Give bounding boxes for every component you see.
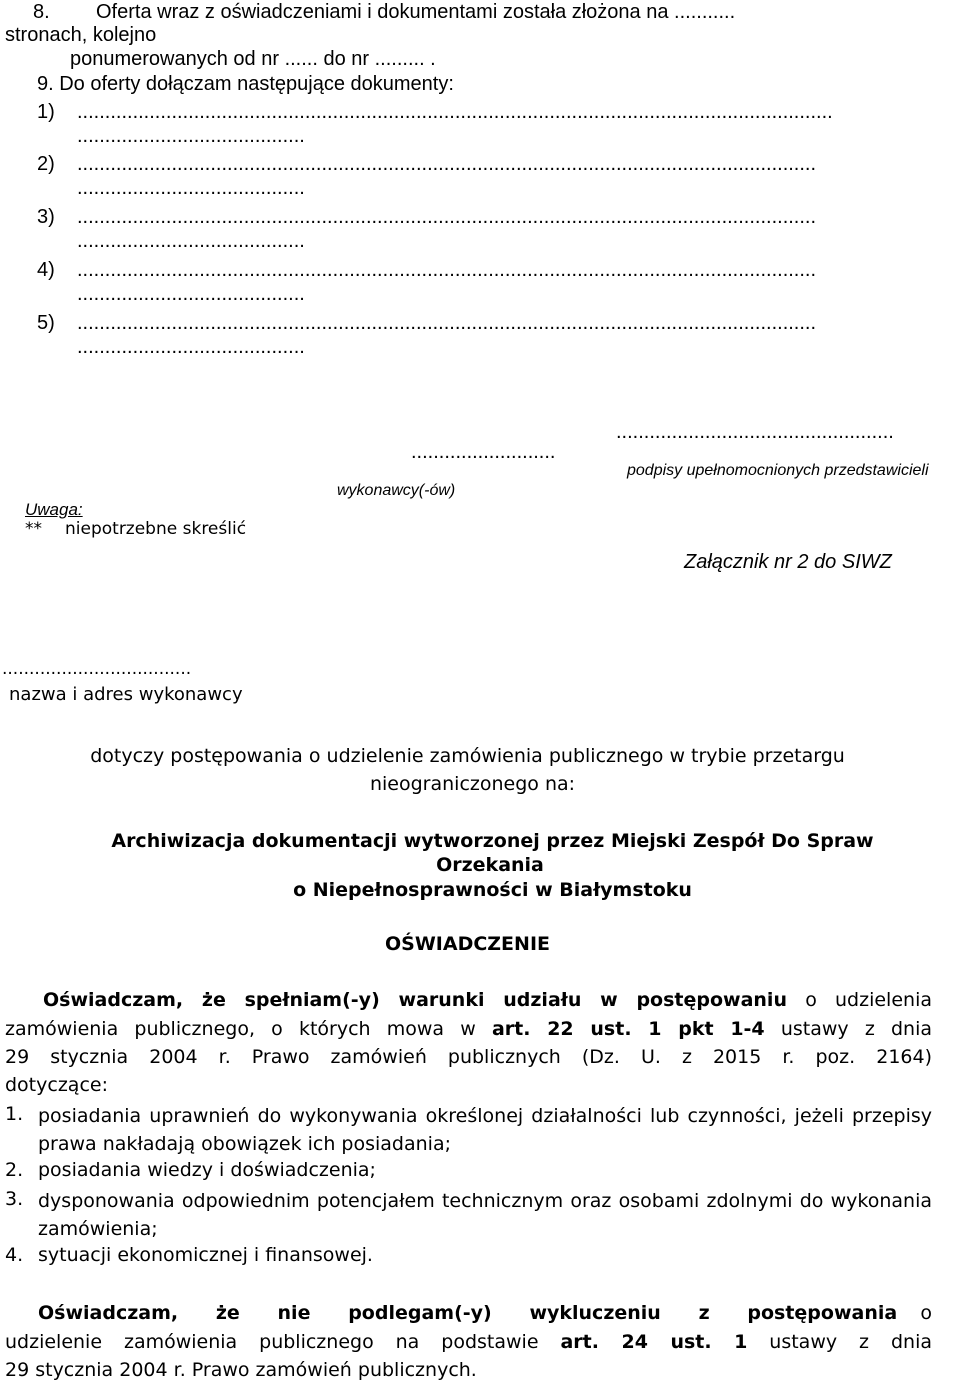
condition-2-text: posiadania wiedzy i doświadczenia; [38,1159,376,1181]
statement-heading: OŚWIADCZENIE [385,933,550,955]
document-5-number: 5) [37,312,55,334]
attachment-label: Załącznik nr 2 do SIWZ [684,551,892,573]
statement-1-line3: 29 stycznia 2004 r. Prawo zamówień publicznych (Dz. U. z 2015 r. poz. 2164) [5,1046,932,1068]
contractor-label: nazwa i adres wykonawcy [9,684,243,705]
signature-label-middle: wykonawcy(-ów) [337,482,456,499]
item-8-text-line2: ponumerowanych od nr ...... do nr ......... . [70,48,436,70]
item-9-text: 9. Do oferty dołączam następujące dokumenty: [37,73,454,95]
statement-2-line1 [38,1301,932,1325]
document-3-number: 3) [37,206,55,228]
note-marker: ** [25,519,42,539]
statement-2-line1-rest: o [920,1302,932,1324]
statement-2-line3: 29 stycznia 2004 r. Prawo zamówień publicznych. [5,1359,477,1381]
statement-1-line2-a: zamówienia publicznego, o których mowa w [5,1018,476,1040]
condition-1-number: 1. [5,1103,24,1125]
document-5-line2: ......................................... [77,336,305,358]
document-4-number: 4) [37,259,55,281]
document-4-line2: ......................................... [77,283,305,305]
statement-2-line2-a: udzielenie zamówienia publicznego na podstawie [5,1331,539,1353]
subject-line2: Orzekania [436,854,544,876]
document-5-line1: ..................................................................................................................................... [77,312,817,334]
statement-2-line2-b: ustawy z dnia [769,1331,932,1353]
condition-2-number: 2. [5,1159,24,1181]
item-8-text-line1-end: stronach, kolejno [5,24,157,46]
note-text: niepotrzebne skreślić [65,519,247,539]
signature-dots-right: .................................................. [616,421,894,443]
condition-1-text: posiadania uprawnień do wykonywania określonej działalności lub czynności, jeżeli przepisy prawa nakładają obowiązek ich posiadania; [38,1105,932,1155]
document-1-line1: ........................................................................................................................................ [77,101,833,123]
item-8-number: 8. [33,1,50,23]
document-1-number: 1) [37,101,55,123]
document-1-line2: ......................................... [77,125,305,147]
statement-1-legal-reference: art. 22 ust. 1 pkt 1-4 [491,1018,765,1040]
statement-1-bold-intro: Oświadczam, że spełniam(-y) warunki udziału w postępowaniu [43,989,787,1011]
document-2-number: 2) [37,153,55,175]
note-title: Uwaga: [25,500,83,519]
subject-line1: Archiwizacja dokumentacji wytworzonej przez Miejski Zespół Do Spraw [111,830,874,852]
proceeding-line1: dotyczy postępowania o udzielenie zamówienia publicznego w trybie przetargu [90,745,845,767]
contractor-dots: ................................... [2,659,192,679]
document-2-line2: ......................................... [77,177,305,199]
signature-dots-middle: .......................... [411,441,556,463]
statement-1-line2-b: ustawy z dnia [780,1018,932,1040]
condition-3-text: dysponowania odpowiednim potencjałem technicznym oraz osobami zdolnymi do wykonania zamówienia; [38,1190,932,1240]
statement-2-line2 [5,1330,932,1354]
statement-1-line1-rest: o udzielenia [805,989,932,1011]
document-3-line1: ..................................................................................................................................... [77,206,817,228]
statement-2-legal-reference: art. 24 ust. 1 [560,1331,748,1353]
subject-line3: o Niepełnosprawności w Białymstoku [293,879,692,901]
document-2-line1: ..................................................................................................................................... [77,153,817,175]
document-4-line1: ..................................................................................................................................... [77,259,817,281]
condition-4-text: sytuacji ekonomicznej i finansowej. [38,1244,373,1266]
statement-2-bold-intro: Oświadczam, że nie podlegam(-y) wykluczeniu z postępowania [38,1302,898,1324]
statement-1-line4: dotyczące: [5,1074,108,1096]
condition-3-number: 3. [5,1188,24,1210]
proceeding-line2: nieograniczonego na: [369,773,576,795]
statement-1-line1 [43,988,932,1012]
document-3-line2: ......................................... [77,230,305,252]
item-8-text-line1: Oferta wraz z oświadczeniami i dokumentami została złożona na ........... [96,1,736,23]
statement-1-line2 [5,1017,932,1041]
signature-label-right: podpisy upełnomocnionych przedstawicieli [627,462,929,479]
condition-4-number: 4. [5,1244,24,1266]
